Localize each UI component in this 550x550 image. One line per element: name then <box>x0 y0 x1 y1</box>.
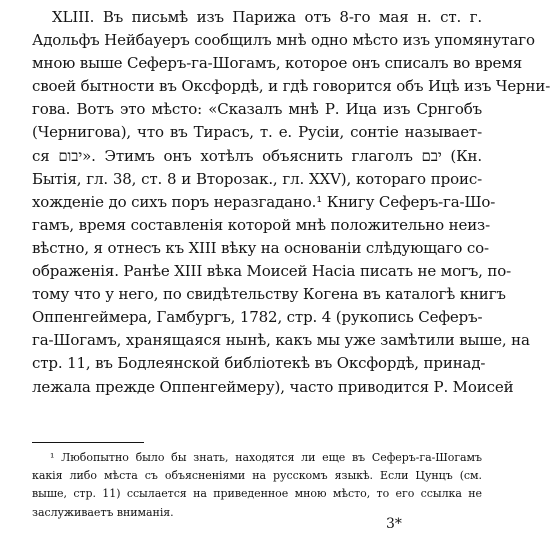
text-line: гамъ, время составленія которой мнѣ положительно неиз- <box>32 215 491 234</box>
text-line: ображенія. Ранѣе XIII вѣка Моисей Насіа писать не могъ, по- <box>32 262 512 281</box>
text-line: гова. Вотъ это мѣсто: «Сказалъ мнѣ Р. Ица изъ Срнгобъ <box>32 100 482 119</box>
text-line: хожденіе до сихъ поръ неразгадано.¹ Книгу Сеферъ-га-Шо- <box>32 192 496 211</box>
text-line: стр. 11, въ Бодлеянской библіотекѣ въ Оксфордѣ, принад- <box>32 354 486 373</box>
text-line: Оппенгеймера, Гамбургъ, 1782, стр. 4 (рукопись Сеферъ- <box>32 308 483 327</box>
text-line: ся יבום». Этимъ онъ хотѣлъ объяснить глаголъ יבם (Кн. <box>32 146 483 165</box>
footnote <box>32 449 482 522</box>
text-line: лежала прежде Оппенгеймеру), часто приводится Р. Моисей <box>32 377 514 396</box>
text-line: мною выше Сеферъ-га-Шогамъ, которое онъ списалъ во время <box>32 54 523 73</box>
main-text <box>32 6 550 399</box>
footnote-line: какія либо мѣста съ объясненіями на русскомъ языкѣ. Если Цунцъ (см. <box>32 469 482 483</box>
text-line: своей бытности въ Оксфордѣ, и гдѣ говорится объ Ицѣ изъ Черни- <box>32 77 550 96</box>
footnote-separator <box>32 442 144 443</box>
footnote-line: выше, стр. 11) ссылается на приведенное мною мѣсто, то его ссылка не <box>32 487 482 501</box>
text-line: XLIII. Въ письмѣ изъ Парижа отъ 8-го мая н. ст. г. <box>52 8 482 26</box>
footnote-line: ¹ Любопытно было бы знать, находятся ли еще въ Сеферъ-га-Шогамъ <box>50 451 482 464</box>
text-line: Адольфъ Нейбауеръ сообщилъ мнѣ одно мѣсто изъ упомянутаго <box>32 31 535 50</box>
text-line: вѣстно, я отнесъ къ XIII вѣку на основаніи слѣдующаго со- <box>32 238 489 257</box>
text-line: тому что у него, по свидѣтельству Когена въ каталогѣ книгъ <box>32 285 506 304</box>
text-line: (Чернигова), что въ Тирасъ, т. е. Русіи, сонтіе называет- <box>32 123 482 142</box>
footnote-line: заслуживаетъ вниманія. <box>32 505 174 519</box>
text-line: Бытія, гл. 38, ст. 8 и Второзак., гл. XXV), котораго проис- <box>32 169 482 188</box>
text-line: га-Шогамъ, хранящаяся нынѣ, какъ мы уже замѣтили выше, на <box>32 331 530 350</box>
signature-mark: 3* <box>386 516 402 532</box>
